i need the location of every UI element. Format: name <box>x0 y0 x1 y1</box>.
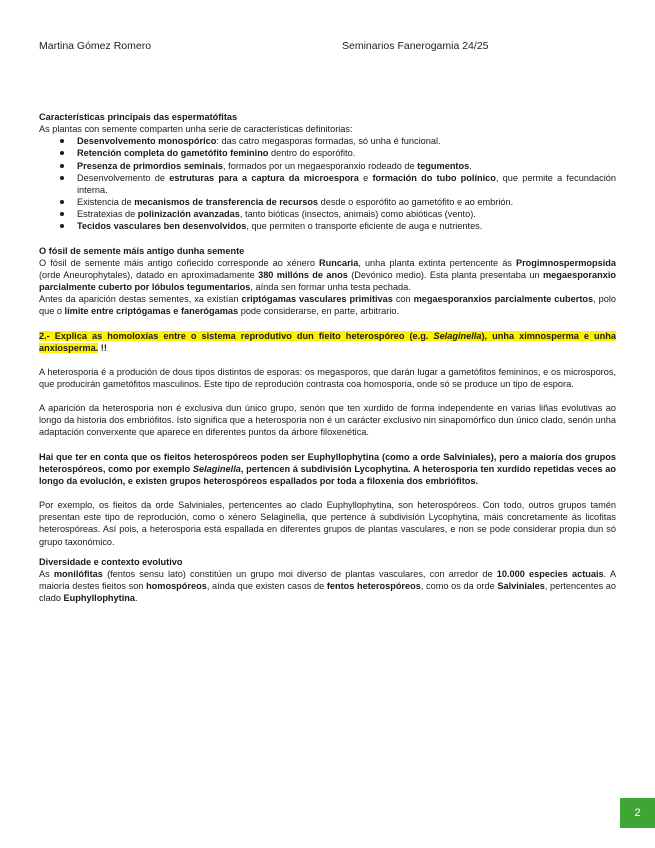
paragraph-salviniales-example: Por exemplo, os fieitos da orde Salviniales, pertencentes ao clado Euphyllophytina, son heterospóreos. Con todo, outros grupos tamén presentan este tipo de reprodución, como o xénero Selaginella, que pertence á subdivisión Lycophytina, máis concretamente ás licofitas heterospóreas. Así pois, a heterosporia está espallada en diferentes grupos de plantas vasculares, e non se pode considerar propia dun só grupo taxonómico. <box>39 500 616 547</box>
list-item: Tecidos vasculares ben desenvolvidos, que permiten o transporte eficiente de auga e nutrientes. <box>77 220 616 232</box>
question-2-heading: 2.- Explica as homoloxías entre o sistema reprodutivo dun fieito heterospóreo (e.g. Selaginella), unha ximnosperma e unha anxiosperma. !! <box>39 330 616 353</box>
paragraph-monilofitas: As monilófitas (fentos sensu lato) constitúen un grupo moi diverso de plantas vasculares, con arredor de 10.000 especies actuais. A maioría destes fieitos son homospóreos, aínda que existen casos de fentos heterospóreos, como os da orde Salviniales, pertencentes ao clado Euphyllophytina. <box>39 568 617 604</box>
characteristics-list <box>39 135 616 232</box>
paragraph-heterosporia-definition: A heterosporia é a produción de dous tipos distintos de esporas: os megasporos, que darán lugar a gametófitos femininos, e os microsporos, que producirán gametófitos masculinos. Este tipo de reprodución contrasta coa homosporia, onde só se produce un tipo de espora. <box>39 366 616 389</box>
paragraph-heterosporia-groups: Hai que ter en conta que os fieitos heterospóreos poden ser Euphyllophytina (como a orde Salviniales), pero a maioría dos grupos heterospóreos, como por exemplo Selaginella, pertencen á subdivisión Lycophytina. A heterosporia ten xurdido repetidas veces ao longo da evolución, e existen grupos heterospóreos espallados por toda a filoxenia dos embriófitos. <box>39 451 616 486</box>
section-title-espermatofitas: Características principais das espermatófitas <box>39 112 238 122</box>
paragraph-runcaria: O fósil de semente máis antigo coñecido corresponde ao xénero Runcaria, unha planta extinta pertencente ás Progimnospermopsida (orde Aneurophytales), datado en aproximadamente 380 millóns de anos (Devónico medio). Esta planta presentaba un megaesporanxio parcialmente cuberto por lóbulos tegumentarios, aínda sen formar unha testa pechada. <box>39 257 617 293</box>
list-item: Presenza de primordios seminais, formados por un megaesporanxio rodeado de tegumentos. <box>77 160 616 172</box>
paragraph-criptogamas: Antes da aparición destas sementes, xa existían criptógamas vasculares primitivas con megaesporanxios parcialmente cubertos, polo que o límite entre criptógamas e fanerógamas pode considerarse, en parte, arbitrario. <box>39 294 616 317</box>
list-item: Desenvolvemento de estruturas para a captura da microespora e formación do tubo polínico, que permite a fecundación interna. <box>77 172 616 195</box>
list-item: Desenvolvemento monospórico: das catro megasporas formadas, só unha é funcional. <box>77 135 616 147</box>
header-author: Martina Gómez Romero <box>39 40 152 52</box>
section-title-diversidade: Diversidade e contexto evolutivo <box>39 556 183 567</box>
page-number-badge: 2 <box>620 798 655 828</box>
list-item: Estratexias de polinización avanzadas, tanto bióticas (insectos, animais) como abióticas (vento). <box>77 208 616 220</box>
paragraph-heterosporia-origin: A aparición da heterosporia non é exclusiva dun único grupo, senón que ten xurdido de forma independente en varias liñas evolutivas ao longo da historia dos embriófitos. Isto significa que a heterosporia non é un carácter exclusivo nin sinapomórfico dun único clado, senón unha adaptación converxente que aparece en diferentes puntos da árbore filoxenética. <box>39 403 616 438</box>
header-course: Seminarios Fanerogamia 24/25 <box>342 40 489 52</box>
section-title-fosil: O fósil de semente máis antigo dunha semente <box>39 245 245 256</box>
list-item: Existencia de mecanismos de transferencia de recursos desde o esporófito ao gametófito e ao embrión. <box>77 196 616 208</box>
page-content <box>39 111 616 604</box>
list-item: Retención completa do gametófito feminino dentro do esporófito. <box>77 147 616 159</box>
section-intro: As plantas con semente comparten unha serie de características definitorias: <box>39 124 353 135</box>
